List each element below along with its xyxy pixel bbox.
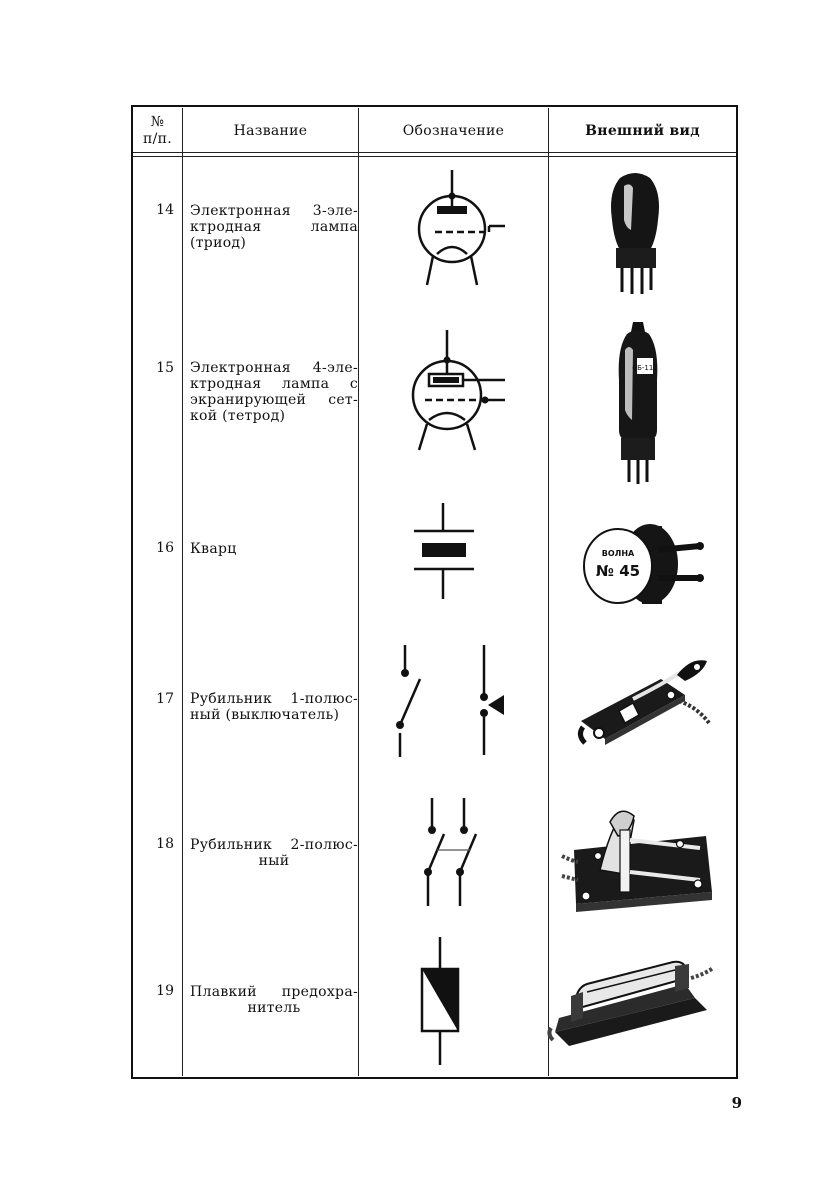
row-number: 16 xyxy=(156,540,174,556)
header-divider xyxy=(133,152,736,153)
row-number: 15 xyxy=(156,360,174,376)
quartz-crystal-icon xyxy=(582,520,712,610)
row-name: Кварц xyxy=(190,541,237,557)
row-name: Рубильник 2-полюс- ный xyxy=(190,837,358,869)
header-name: Название xyxy=(233,122,308,139)
row-number: 14 xyxy=(156,202,174,218)
header-number-symbol: № xyxy=(150,114,165,130)
double-pole-knife-switch-icon xyxy=(560,800,725,915)
tetrode-tube-icon xyxy=(603,320,673,485)
header-divider xyxy=(133,156,736,157)
header-number-cell xyxy=(133,110,182,152)
tetrode-symbol-icon xyxy=(405,330,505,450)
row-number: 18 xyxy=(156,836,174,852)
single-pole-switch-symbol-icon xyxy=(392,645,512,760)
row-name: Рубильник 1-полюс- ный (выключатель) xyxy=(190,691,358,723)
row-name: Плавкий предохра- нитель xyxy=(190,984,358,1016)
row-name: Электронная 4-эле- ктродная лампа с экранирующей сет- кой (тетрод) xyxy=(190,360,358,424)
triode-symbol-icon xyxy=(405,170,505,285)
row-number: 19 xyxy=(156,983,174,999)
row-name: Электронная 3-эле- ктродная лампа (триод) xyxy=(190,203,358,251)
page-number: 9 xyxy=(731,1094,742,1112)
crystal-label-number: № 45 xyxy=(595,562,641,580)
fuse-symbol-icon xyxy=(418,937,462,1069)
header-appearance: Внешний вид xyxy=(585,122,700,139)
triode-tube-icon xyxy=(600,170,670,295)
column-divider xyxy=(358,108,359,1076)
double-pole-switch-symbol-icon xyxy=(420,798,480,908)
tube-label: СБ-112 xyxy=(632,364,658,372)
quartz-symbol-icon xyxy=(410,503,480,603)
single-pole-knife-switch-icon xyxy=(573,655,723,755)
column-divider xyxy=(182,108,183,1076)
column-divider xyxy=(548,108,549,1076)
fuse-holder-icon xyxy=(545,948,720,1048)
row-number: 17 xyxy=(156,691,174,707)
crystal-label-top: ВОЛНА xyxy=(601,549,635,558)
header-symbol: Обозначение xyxy=(402,122,505,139)
header-number-label: п/п. xyxy=(142,131,173,147)
